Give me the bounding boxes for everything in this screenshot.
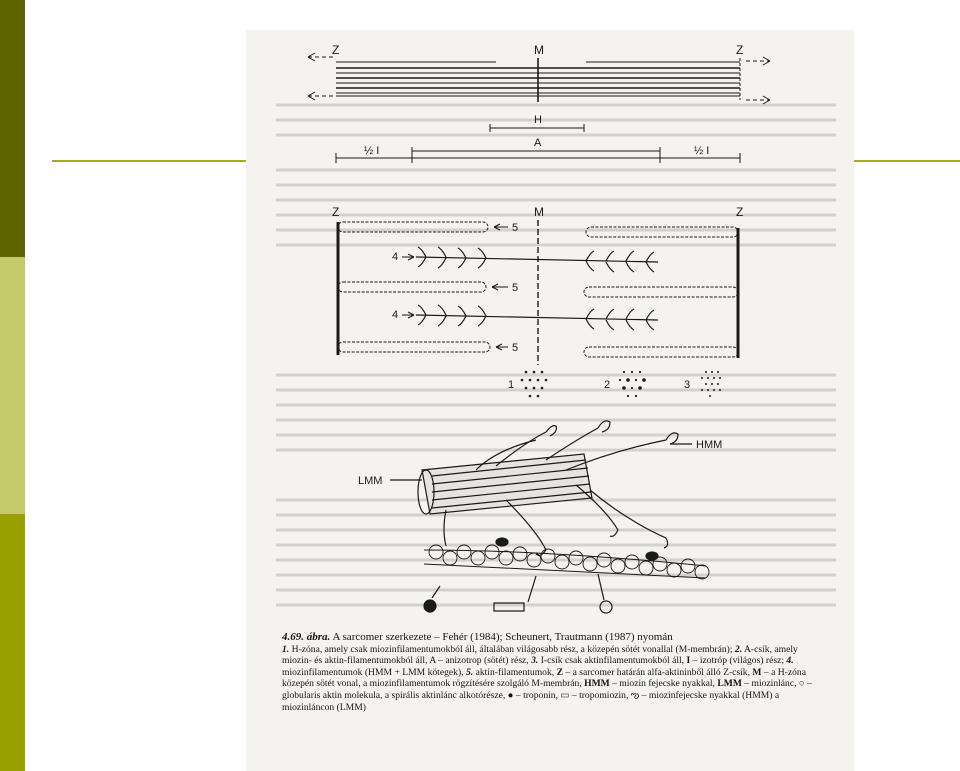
caption-l1-num: 1. [282,643,290,655]
caption-l5-num: 5. [465,666,474,678]
caption-tropomyosin-text: – tropomiozin, [571,689,629,701]
label-a: A [534,137,542,149]
caption-head-text: – miozinfejecske nyakkal (HMM) a miozinláncon (LMM) [282,689,780,713]
filled-circle-icon: ● [507,689,514,701]
caption-z-key: Z [556,666,563,678]
label-z-left-2: Z [332,205,340,219]
label-h: H [534,114,542,126]
caption-lmm-text: – miozinlánc, [744,678,797,690]
caption-title-text: A sarcomer szerkezete – Fehér (1984); Scheunert, Trautmann (1987) nyomán [332,631,673,643]
label-half-i-left: ½ I [364,145,380,157]
caption-i-text: – izotróp (világos) rész; [692,655,785,667]
left-bar-middle [0,257,25,514]
caption-title [282,632,822,644]
caption-z-text: – a sarcomer határán alfa-aktininből álló Z-csík, [565,666,750,678]
actin-globule-symbol [600,601,612,613]
caption-troponin-text: – troponin, [515,689,558,701]
label-5-c: 5 [512,342,519,354]
left-bar-bottom [0,514,25,771]
label-4-b: 4 [392,309,399,321]
label-half-i-right: ½ I [694,145,710,157]
caption-l5: aktin-filamentumok, [475,666,555,678]
label-m-2: M [534,205,544,219]
troponin-symbol [424,600,436,612]
caption-l3-num: 3. [531,655,539,667]
figure-caption [282,632,822,713]
caption-m-key: M [752,666,762,678]
caption-l2: A-csík, amely miozin- és aktin-filamentumokból áll, A – anizotrop (sötét) rész, [282,643,798,667]
label-m: M [534,43,544,57]
rectangle-icon: ▭ [560,689,570,701]
caption-l2-num: 2. [734,643,743,655]
caption-body [282,644,822,714]
caption-l3: I-csík csak aktinfilamentumokból áll, [540,655,685,667]
caption-globular-text: – globularis aktin molekula, a spirális aktinlánc alkotórésze, [282,678,812,701]
caption-lmm-key: LMM [717,678,742,690]
label-cross-2: 2 [604,379,611,391]
myosin-head-icon: ఌ [630,689,640,701]
myosin-filaments [416,247,658,330]
label-5-b: 5 [512,282,519,294]
caption-hmm-text: – miozin fejecske nyakkal, [612,678,715,690]
caption-l4-num: 4. [786,655,794,667]
caption-l4: miozinfilamentumok (HMM + LMM kötegek), [282,666,464,678]
sarcomere-schematic [308,43,770,163]
label-hmm: HMM [696,439,723,451]
caption-figure-number: 4.69. ábra. [282,631,331,643]
scanned-textbook-page [246,30,854,771]
left-bar-top [0,0,25,257]
hollow-circle-icon: ○ [798,678,805,690]
background-text-lines [276,105,836,605]
caption-hmm-key: HMM [584,678,610,690]
label-5-a: 5 [512,222,519,234]
label-z-right-2: Z [736,205,744,219]
accent-rule-left [52,160,246,162]
label-z-right: Z [736,43,744,57]
label-z-left: Z [332,43,340,57]
label-4-a: 4 [392,251,399,263]
label-cross-1: 1 [508,379,515,391]
label-lmm: LMM [358,475,383,487]
caption-m-text: – a H-zóna közepén sötét vonal, a miozinfilamentumok rögzítésére szolgáló M-membrán, [282,666,806,690]
caption-i-key: I [686,655,691,667]
label-cross-3: 3 [684,379,691,391]
caption-l1: H-zóna, amely csak miozinfilamentumokból áll, általában világosabb rész, a közepén sötét vonallal (M-membrán); [291,643,733,655]
accent-rule-right [854,160,960,162]
